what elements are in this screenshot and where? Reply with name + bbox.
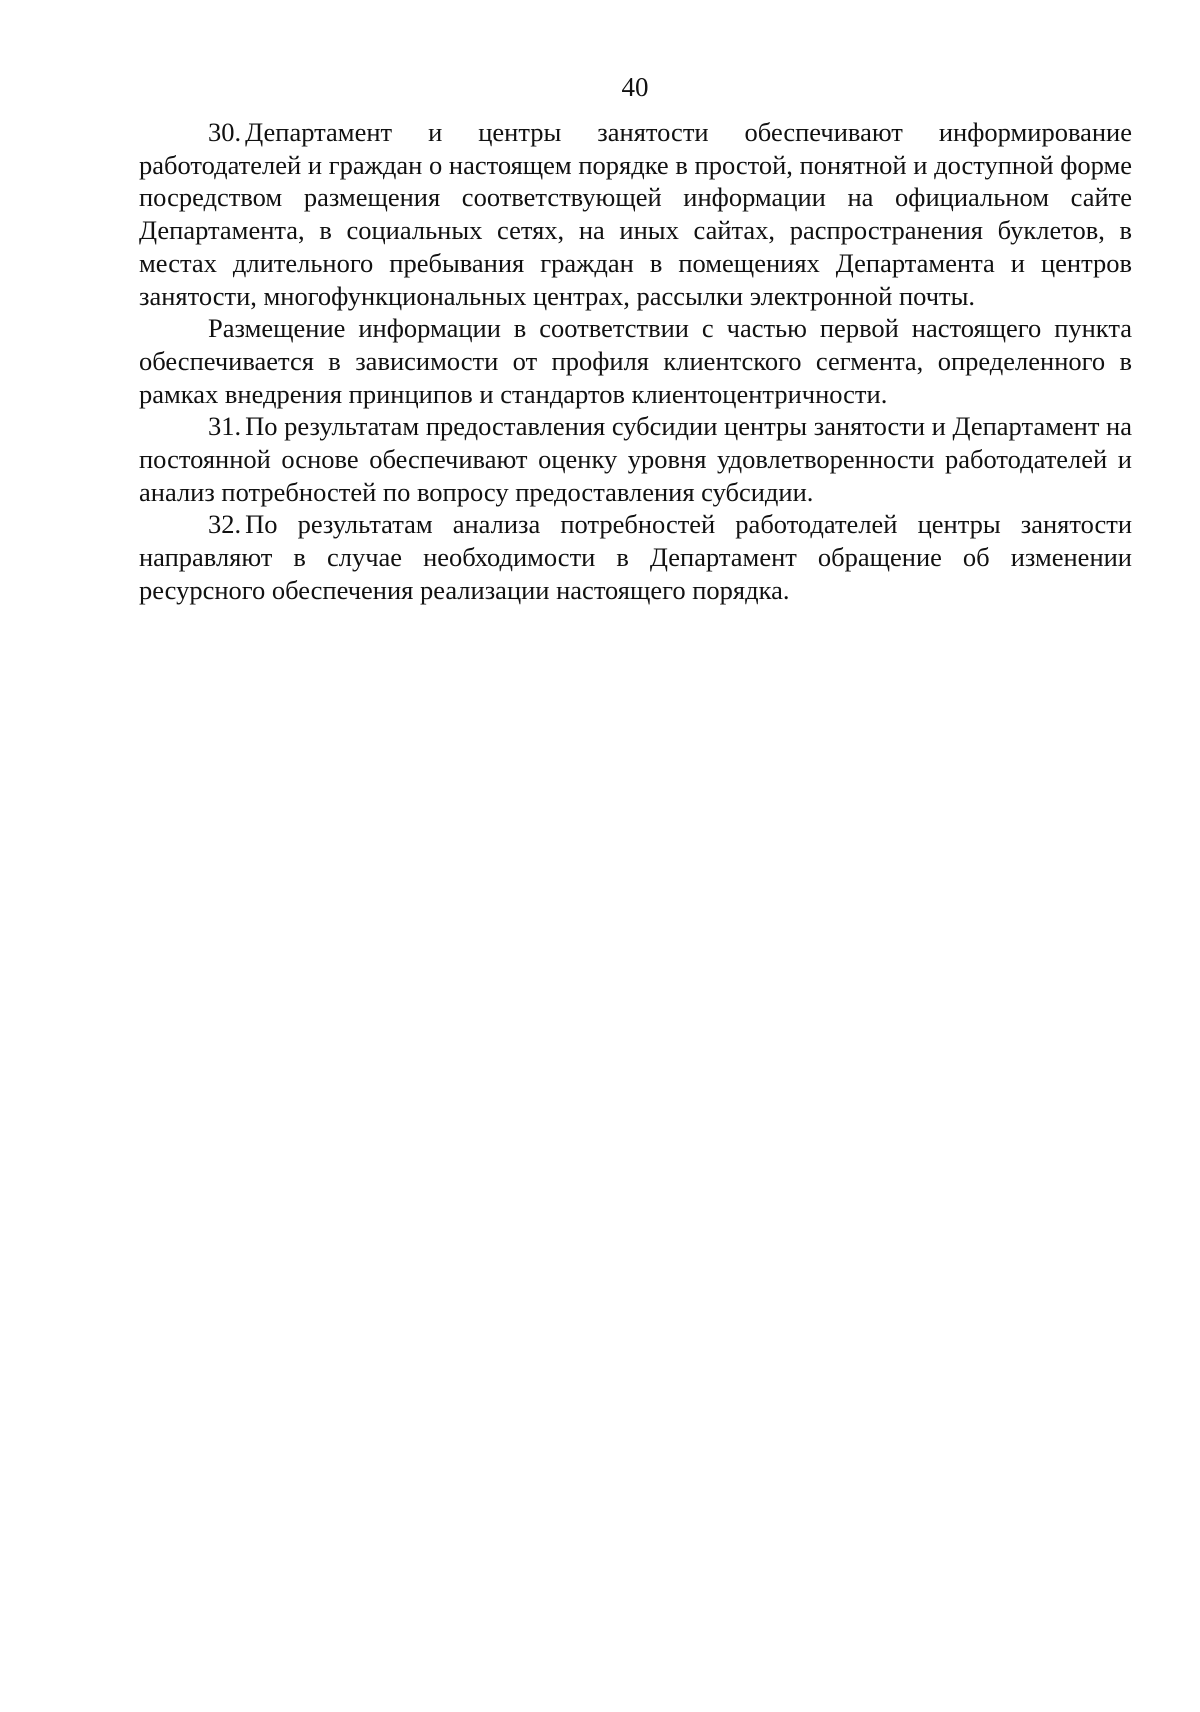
paragraph-number: 30.: [208, 117, 242, 147]
paragraph-text: По результатам анализа потребностей работодателей центры занятости направляют в случае необходимости в Департамент обращение об изменении ресурсного обеспечения реализации настоящего порядка.: [139, 509, 1132, 605]
paragraph-31: [139, 410, 1132, 508]
paragraph-text: По результатам предоставления субсидии центры занятости и Департамент на постоянной основе обеспечивают оценку уровня удовлетворенности работодателей и анализ потребностей по вопросу предоставления субсидии.: [139, 411, 1132, 507]
paragraph-number: 31.: [208, 411, 242, 442]
paragraph-30-continuation: [139, 312, 1132, 410]
page-number: 40: [621, 72, 649, 102]
paragraph-text: Департамент и центры занятости обеспечивают информирование работодателей и граждан о настоящем порядке в простой, понятной и доступной форме посредством размещения соответствующей информации на официальном сайте Департамента, в социальных сетях, на иных сайтах, распространения буклетов, в местах длительного пребывания граждан в помещениях Департамента и центров занятости, многофункциональных центрах, рассылки электронной почты.: [139, 117, 1132, 311]
document-body: [139, 116, 1132, 607]
paragraph-30: [139, 116, 1132, 312]
paragraph-32: [139, 508, 1132, 606]
paragraph-text: Размещение информации в соответствии с частью первой настоящего пункта обеспечивается в зависимости от профиля клиентского сегмента, определенного в рамках внедрения принципов и стандартов клиентоцентричности.: [139, 313, 1132, 409]
paragraph-number: 32.: [208, 509, 242, 540]
